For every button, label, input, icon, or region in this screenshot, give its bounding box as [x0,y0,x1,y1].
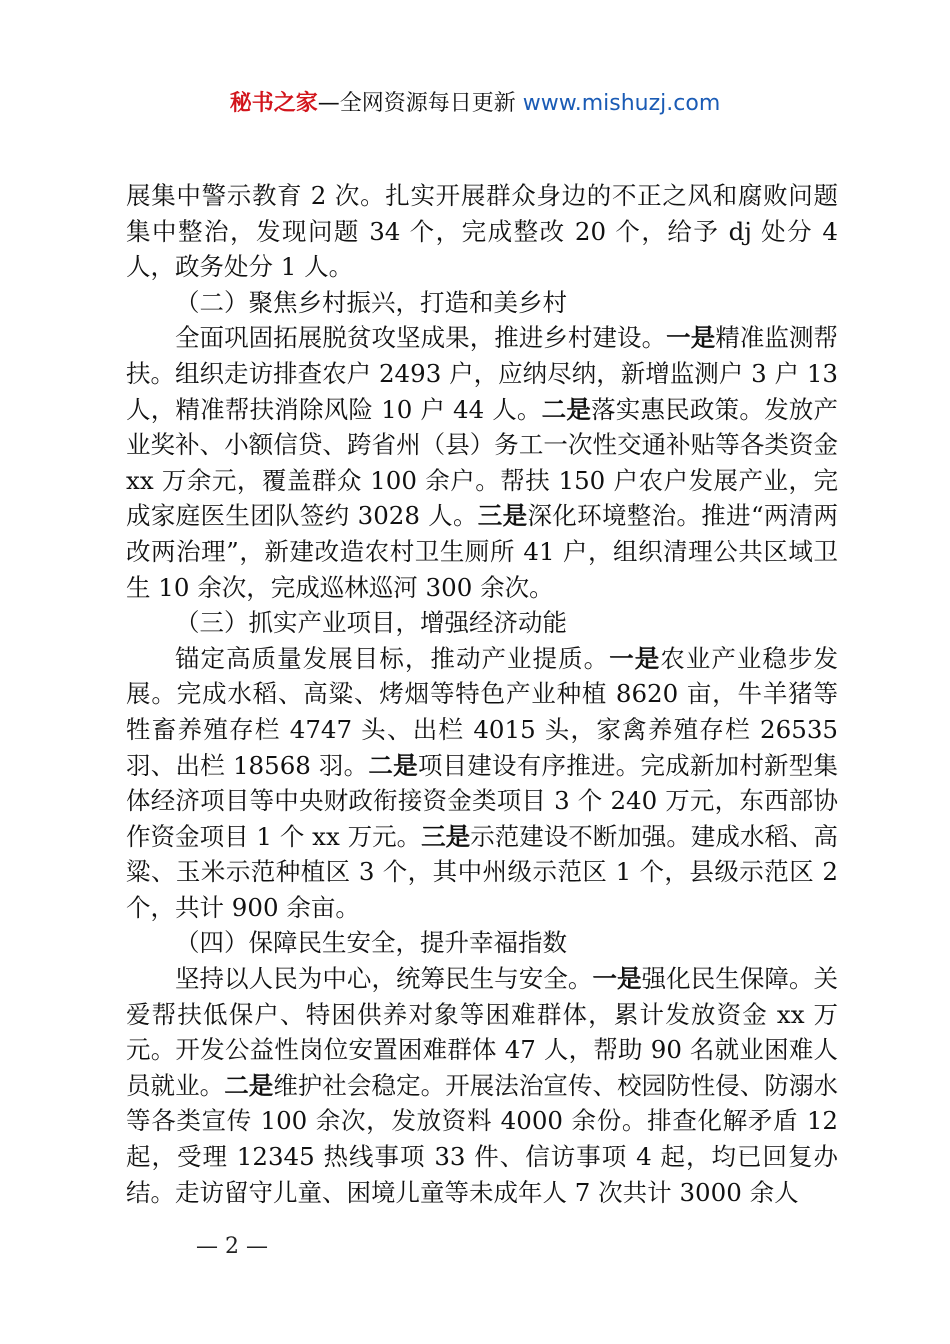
section-heading [126,285,838,321]
text-run: 落实惠民政策。发放产业奖补、小额信贷、跨省州（县）务工一次性交通补贴等各类资金 xx 万余元，覆盖群众 100 余户。帮扶 150 户农户发展产业，完成家庭医生团队签约 3028 人。 [126,394,839,531]
section-heading [126,925,838,961]
text-run: （三）抓实产业项目，增强经济动能 [175,608,567,638]
text-run: 深化环境整治。推进“两清两改两治理”，新建改造农村卫生厕所 41 户，组织清理公共区域卫生 10 余次，完成巡林巡河 300 余次。 [126,501,838,602]
emphasis-label: 三是 [421,821,471,851]
page-number: — 2 — [196,1234,268,1259]
text-run: 精准监测帮扶。组织走访排查农户 2493 户，应纳尽纳，新增监测户 3 户 13 人，精准帮扶消除风险 10 户 44 人。 [126,323,839,424]
text-run: 锚定高质量发展目标，推动产业提质。 [175,643,610,673]
text-run: 展集中警示教育 2 次。扎实开展群众身边的不正之风和腐败问题集中整治，发现问题 34 个，完成整改 20 个，给予 dj 处分 4 人，政务处分 1 人。 [126,181,838,282]
text-run: 项目建设有序推进。完成新加村新型集体经济项目等中央财政衔接资金类项目 3 个 240 万元，东西部协作资金项目 1 个 xx 万元。 [126,750,839,851]
header-tagline: —全网资源每日更新 [317,91,523,116]
emphasis-label: 二是 [224,1070,274,1100]
text-run: 示范建设不断加强。建成水稻、高粱、玉米示范种植区 3 个，其中州级示范区 1 个，县级示范区 2 个，共计 900 余亩。 [126,821,839,922]
document-body [126,178,838,1210]
emphasis-label: 二是 [541,394,592,424]
text-run: 维护社会稳定。开展法治宣传、校园防性侵、防溺水等各类宣传 100 余次，发放资料 4000 余份。排查化解矛盾 12 起，受理 12345 热线事项 33 件、信访事项 4 起，均已回复办结。走访留守儿童、困境儿童等未成年人 7 次共计 3000 余人 [126,1070,839,1207]
body-paragraph [126,178,838,285]
brand-name: 秘书之家 [229,91,318,116]
emphasis-label: 二是 [368,750,418,780]
text-run: （四）保障民生安全，提升幸福指数 [175,928,567,958]
site-url[interactable]: www.mishuzj.com [522,91,721,116]
body-paragraph [126,641,838,926]
text-run: 坚持以人民为中心，统筹民生与安全。 [175,964,593,994]
emphasis-label: 三是 [477,501,528,531]
text-run: （二）聚焦乡村振兴，打造和美乡村 [175,287,567,317]
body-paragraph [126,320,838,605]
text-run: 强化民生保障。关爱帮扶低保户、特困供养对象等困难群体，累计发放资金 xx 万元。开发公益性岗位安置困难群体 47 人，帮助 90 名就业困难人员就业。 [126,964,839,1100]
body-paragraph [126,961,838,1210]
site-header [0,88,950,120]
emphasis-label: 一是 [666,323,716,353]
section-heading [126,605,838,641]
text-run: 全面巩固拓展脱贫攻坚成果，推进乡村建设。 [175,323,667,353]
text-run: 农业产业稳步发展。完成水稻、高粱、烤烟等特色产业种植 8620 亩，牛羊猪等牲畜养殖存栏 4747 头、出栏 4015 头，家禽养殖存栏 26535 羽、出栏 18568 羽。 [126,643,839,780]
emphasis-label: 一是 [609,643,661,673]
emphasis-label: 一是 [592,964,642,994]
